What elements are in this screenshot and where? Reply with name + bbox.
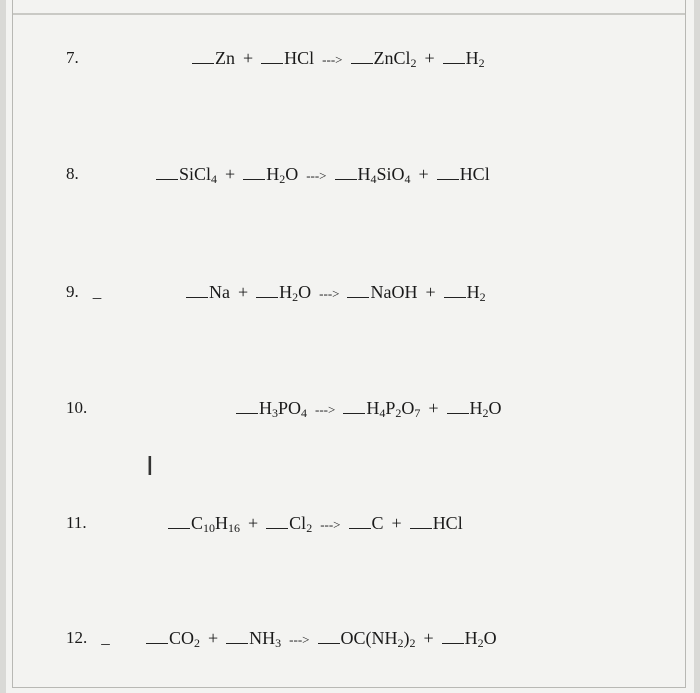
equation-term: [226, 628, 281, 648]
plus-sign: +: [208, 628, 219, 648]
coefficient-blank[interactable]: [146, 643, 168, 644]
equation: [236, 398, 502, 419]
chemical-formula: $H_2O$: [279, 282, 312, 304]
problem-number: 12. _: [66, 628, 110, 647]
coefficient-blank[interactable]: [256, 297, 278, 298]
equation: [156, 164, 490, 185]
equation-term: [335, 164, 411, 184]
chemical-formula: $C_{10}H_{16}$: [191, 513, 241, 535]
equation-term: [192, 48, 235, 68]
equation: [168, 513, 463, 534]
plus-sign: +: [418, 164, 429, 184]
plus-sign: +: [424, 48, 435, 68]
problem-row-7: [6, 48, 694, 78]
equation-term: [156, 164, 217, 184]
equation-term: [410, 513, 463, 533]
coefficient-blank[interactable]: [351, 63, 373, 64]
equation-term: [261, 48, 314, 68]
coefficient-blank[interactable]: [443, 63, 465, 64]
top-divider: [13, 13, 685, 15]
coefficient-blank[interactable]: [335, 179, 357, 180]
equation: [192, 48, 485, 69]
chemical-formula: ZnCl$_2$: [373, 48, 417, 70]
chemical-formula: $H_3PO_4$: [259, 398, 308, 420]
reaction-arrow: --->: [320, 517, 341, 532]
equation-term: [437, 164, 490, 184]
coefficient-blank[interactable]: [444, 297, 466, 298]
chemical-formula: HCl: [459, 164, 490, 184]
chemical-formula: $Cl_2$: [289, 513, 313, 535]
plus-sign: +: [248, 513, 259, 533]
reaction-arrow: --->: [319, 286, 340, 301]
problem-number: 10.: [66, 398, 88, 417]
plus-sign: +: [225, 164, 236, 184]
equation-term: [343, 398, 420, 418]
equation-term: [443, 48, 485, 68]
equation-term: [447, 398, 502, 418]
reaction-arrow: --->: [289, 632, 310, 647]
coefficient-blank[interactable]: [156, 179, 178, 180]
equation: [186, 282, 486, 303]
equation-term: [318, 628, 416, 648]
coefficient-blank[interactable]: [186, 297, 208, 298]
plus-sign: +: [243, 48, 254, 68]
equation-term: [349, 513, 384, 533]
worksheet-frame: [12, 0, 686, 688]
coefficient-blank[interactable]: [410, 528, 432, 529]
coefficient-blank[interactable]: [243, 179, 265, 180]
plus-sign: +: [238, 282, 249, 302]
equation-term: [186, 282, 230, 302]
chemical-formula: $OC(NH_2)_2$: [340, 628, 416, 650]
worksheet-page: [6, 0, 694, 693]
chemical-formula: $CO_2$: [169, 628, 201, 650]
problem-number: 9. _: [66, 282, 102, 301]
equation-term: [256, 282, 311, 302]
coefficient-blank[interactable]: [318, 643, 340, 644]
plus-sign: +: [391, 513, 402, 533]
equation-term: [266, 513, 312, 533]
problem-row-11: [6, 513, 694, 543]
plus-sign: +: [425, 282, 436, 302]
equation-term: [243, 164, 298, 184]
reaction-arrow: --->: [306, 168, 327, 183]
coefficient-blank[interactable]: [349, 528, 371, 529]
equation-term: [442, 628, 497, 648]
chemical-formula: SiCl$_4$: [179, 164, 218, 186]
plus-sign: +: [423, 628, 434, 648]
chemical-formula: NaOH: [370, 282, 418, 302]
equation-term: [347, 282, 417, 302]
reaction-arrow: --->: [315, 402, 336, 417]
chemical-formula: HCl: [432, 513, 463, 533]
problem-number: 7.: [66, 48, 79, 67]
chemical-formula: HCl: [284, 48, 315, 68]
coefficient-blank[interactable]: [168, 528, 190, 529]
chemical-formula: Na: [209, 282, 230, 302]
equation-term: [168, 513, 240, 533]
problem-row-12: [6, 628, 694, 658]
coefficient-blank[interactable]: [343, 413, 365, 414]
plus-sign: +: [428, 398, 439, 418]
chemical-formula: $H_4SiO_4$: [357, 164, 411, 186]
equation-term: [236, 398, 307, 418]
coefficient-blank[interactable]: [266, 528, 288, 529]
text-cursor-icon: I: [146, 452, 154, 482]
coefficient-blank[interactable]: [236, 413, 258, 414]
problem-row-10: [6, 398, 694, 428]
equation-term: [351, 48, 417, 68]
chemical-formula: Zn: [215, 48, 235, 68]
equation-term: [444, 282, 486, 302]
problem-number: 11.: [66, 513, 87, 532]
reaction-arrow: --->: [322, 52, 343, 67]
chemical-formula: C: [371, 513, 384, 533]
coefficient-blank[interactable]: [442, 643, 464, 644]
chemical-formula: $NH_3$: [249, 628, 282, 650]
problem-row-9: [6, 282, 694, 312]
chemical-formula: $H_4P_2O_7$: [366, 398, 421, 420]
chemical-formula: $H_2O$: [469, 398, 502, 420]
coefficient-blank[interactable]: [192, 63, 214, 64]
problem-number: 8.: [66, 164, 79, 183]
chemical-formula: $H_2O$: [266, 164, 299, 186]
chemical-formula: $H_2O$: [464, 628, 497, 650]
equation-term: [146, 628, 200, 648]
coefficient-blank[interactable]: [447, 413, 469, 414]
chemical-formula: $H_2$: [465, 48, 485, 70]
chemical-formula: $H_2$: [466, 282, 486, 304]
coefficient-blank[interactable]: [347, 297, 369, 298]
coefficient-blank[interactable]: [437, 179, 459, 180]
coefficient-blank[interactable]: [261, 63, 283, 64]
coefficient-blank[interactable]: [226, 643, 248, 644]
problem-row-8: [6, 164, 694, 194]
equation: [146, 628, 497, 649]
